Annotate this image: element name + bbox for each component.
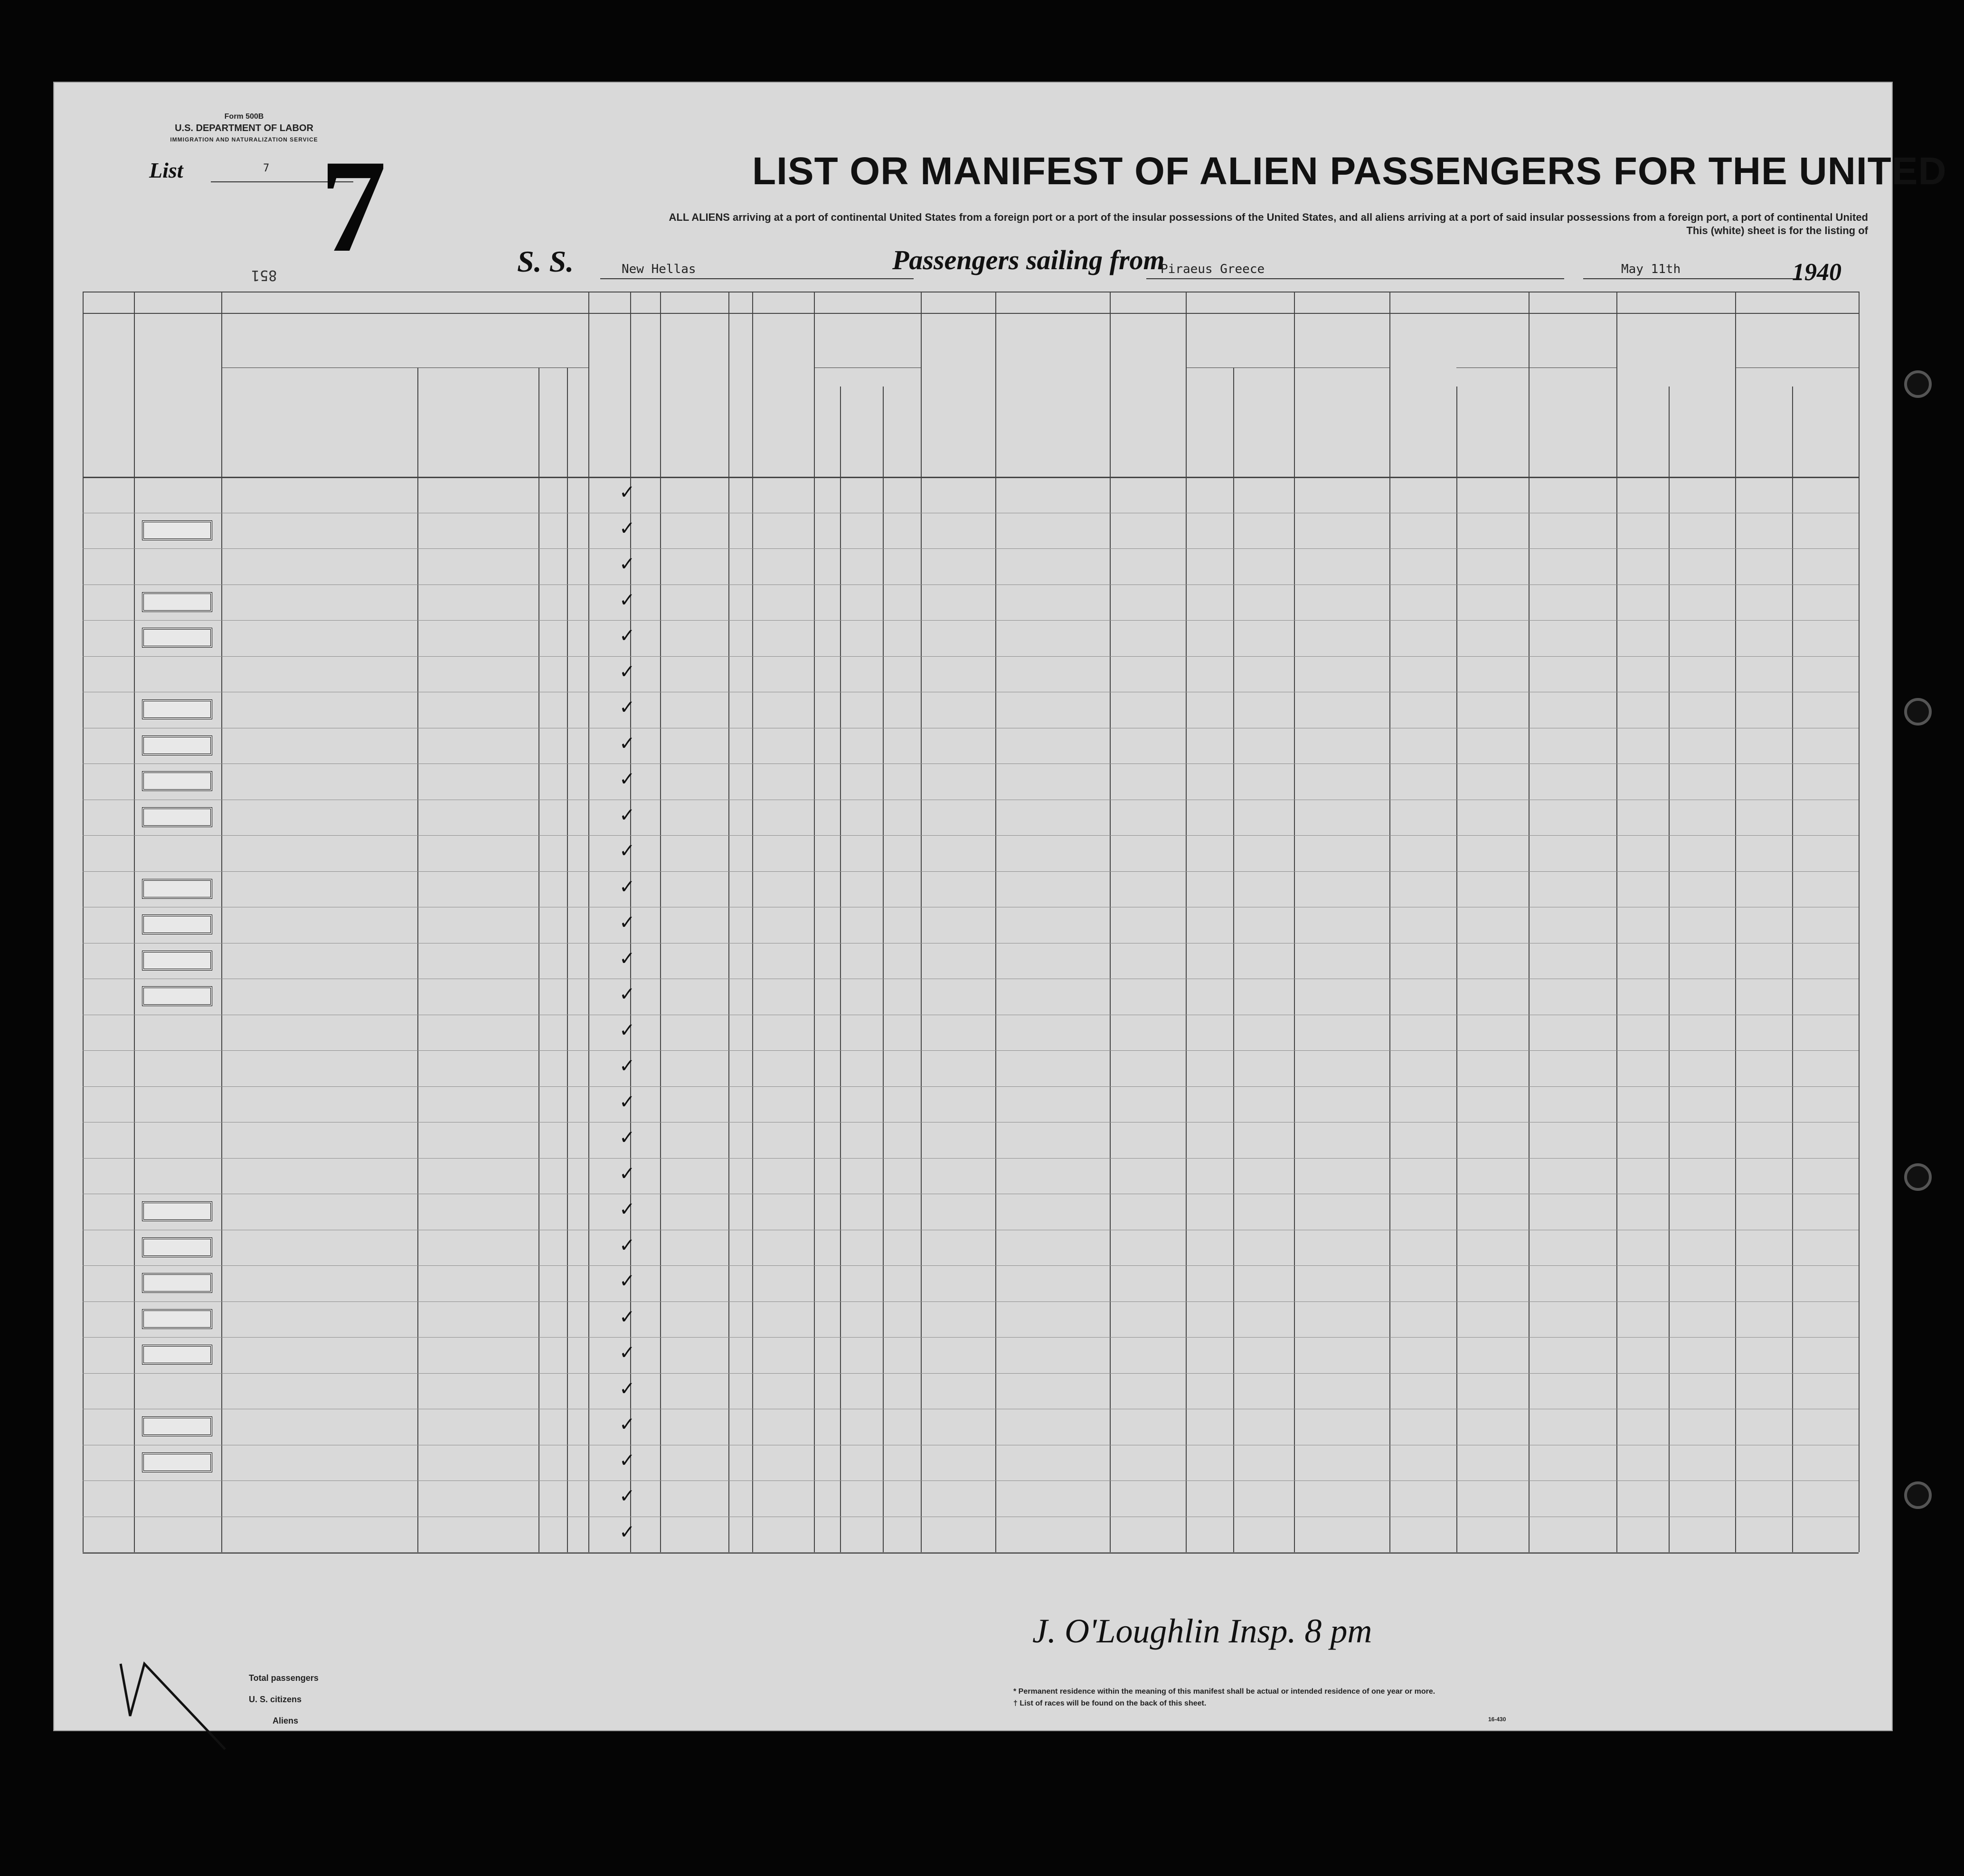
- check-mark: ✓: [619, 1342, 635, 1363]
- column-rule: [995, 292, 996, 1552]
- check-mark: ✓: [619, 840, 635, 861]
- sub-column-rule: [883, 387, 884, 1552]
- row-rule: [83, 548, 1859, 549]
- us-citizens-label: U. S. citizens: [249, 1695, 302, 1704]
- check-mark: ✓: [619, 769, 635, 790]
- check-mark: ✓: [619, 876, 635, 897]
- column-rule: [752, 292, 753, 1552]
- us-citizen-stamp: [142, 735, 212, 755]
- us-citizen-stamp: [142, 1345, 212, 1365]
- check-mark: ✓: [619, 984, 635, 1005]
- row-rule: [83, 1480, 1859, 1481]
- us-citizen-stamp: [142, 807, 212, 827]
- form-info: [149, 111, 339, 145]
- column-number-rule: [83, 313, 1859, 314]
- check-mark: ✓: [619, 625, 635, 646]
- check-mark: ✓: [619, 518, 635, 539]
- header-bottom-rule: [83, 477, 1859, 478]
- us-citizen-stamp: [142, 771, 212, 791]
- check-mark: ✓: [619, 554, 635, 575]
- us-citizen-stamp: [142, 520, 212, 540]
- total-passengers-label: Total passengers: [249, 1673, 319, 1683]
- us-citizen-stamp: [142, 879, 212, 899]
- subtitle: [420, 211, 1868, 237]
- subtitle-line-2: This (white) sheet is for the listing of: [1686, 225, 1868, 236]
- check-mark: ✓: [619, 1056, 635, 1076]
- list-number-stamp: 7: [320, 132, 387, 280]
- sub-column-rule: [1233, 368, 1234, 1552]
- service-name: IMMIGRATION AND NATURALIZATION SERVICE: [170, 136, 318, 143]
- column-rule: [728, 292, 729, 1552]
- department-name: U.S. DEPARTMENT OF LABOR: [175, 123, 313, 133]
- check-mark: ✓: [619, 1091, 635, 1112]
- check-mark: ✓: [619, 1127, 635, 1148]
- check-mark: ✓: [619, 589, 635, 611]
- sub-column-rule: [538, 368, 539, 1552]
- us-citizen-stamp: [142, 1416, 212, 1436]
- column-rule: [221, 292, 222, 1552]
- margin-check-mark: [111, 1645, 235, 1759]
- check-mark: ✓: [619, 1019, 635, 1041]
- check-mark: ✓: [619, 804, 635, 826]
- port-underline: [1146, 278, 1564, 279]
- column-rule: [1735, 292, 1736, 1552]
- check-mark: ✓: [619, 1235, 635, 1256]
- check-mark: ✓: [619, 1450, 635, 1471]
- check-mark: ✓: [619, 661, 635, 682]
- us-citizen-stamp: [142, 628, 212, 648]
- check-mark: ✓: [619, 912, 635, 933]
- column-rule: [83, 292, 84, 1552]
- row-rule: [83, 835, 1859, 836]
- sub-column-rule: [567, 368, 568, 1552]
- us-citizen-stamp: [142, 1452, 212, 1472]
- margin-note: 851: [251, 267, 277, 283]
- check-mark: ✓: [619, 1414, 635, 1435]
- sub-column-rule: [1456, 387, 1457, 1552]
- us-citizen-stamp: [142, 1309, 212, 1329]
- row-rule: [83, 871, 1859, 872]
- row-rule: [83, 1050, 1859, 1051]
- us-citizen-stamp: [142, 1273, 212, 1293]
- column-rule: [814, 292, 815, 1552]
- column-rule: [1294, 292, 1295, 1552]
- row-rule: [83, 584, 1859, 585]
- ship-name: New Hellas: [622, 262, 696, 276]
- date-underline: [1583, 278, 1802, 279]
- check-mark: ✓: [619, 1199, 635, 1220]
- departure-port: Piraeus Greece: [1161, 262, 1265, 276]
- column-rule: [1616, 292, 1617, 1552]
- us-citizen-stamp: [142, 1237, 212, 1257]
- row-rule: [83, 1265, 1859, 1266]
- subtitle-line-1: ALL ALIENS arriving at a port of continental United States from a foreign port or a port of the insular possessions of the United States, and all aliens arriving at a port of said insular possessions from a foreign port, a port of continental United: [669, 211, 1868, 223]
- row-rule: [83, 1301, 1859, 1302]
- footnote-residence: * Permanent residence within the meaning of this manifest shall be actual or intended residence of one year or more.: [1013, 1687, 1435, 1696]
- us-citizen-stamp: [142, 951, 212, 971]
- row-rule: [83, 1086, 1859, 1087]
- column-rule: [660, 292, 661, 1552]
- manifest-sheet: [53, 82, 1947, 1731]
- check-mark: ✓: [619, 482, 635, 503]
- row-rule: [83, 1373, 1859, 1374]
- punch-hole: [1904, 698, 1932, 726]
- row-rule: [83, 1552, 1859, 1553]
- sub-column-rule: [840, 387, 841, 1552]
- row-rule: [83, 656, 1859, 657]
- footer-code: 16-430: [1488, 1716, 1506, 1723]
- check-mark: ✓: [619, 1306, 635, 1328]
- sailing-label: Passengers sailing from: [892, 245, 1165, 275]
- footnote-races: † List of races will be found on the back of this sheet.: [1013, 1699, 1207, 1707]
- check-mark: ✓: [619, 733, 635, 754]
- punch-hole: [1904, 1163, 1932, 1191]
- check-mark: ✓: [619, 948, 635, 969]
- column-rule: [921, 292, 922, 1552]
- ship-underline: [600, 278, 914, 279]
- list-number-small: 7: [263, 162, 270, 174]
- us-citizen-stamp: [142, 699, 212, 719]
- us-citizen-stamp: [142, 986, 212, 1006]
- check-mark: ✓: [619, 1163, 635, 1184]
- column-rule: [588, 292, 589, 1552]
- column-rule: [1389, 292, 1390, 1552]
- check-mark: ✓: [619, 1486, 635, 1507]
- sub-column-rule: [417, 368, 418, 1552]
- sailing-date: May 11th: [1621, 262, 1681, 276]
- column-rule: [1110, 292, 1111, 1552]
- column-rule: [1859, 292, 1860, 1552]
- aliens-label: Aliens: [273, 1716, 299, 1725]
- check-mark: ✓: [619, 1271, 635, 1292]
- punch-hole: [1904, 370, 1932, 398]
- form-number: Form 500B: [224, 113, 264, 121]
- ss-label: S. S.: [517, 245, 574, 278]
- check-mark: ✓: [619, 697, 635, 718]
- check-mark: ✓: [619, 1378, 635, 1399]
- punch-hole: [1904, 1481, 1932, 1509]
- us-citizen-stamp: [142, 592, 212, 612]
- column-rule: [1529, 292, 1530, 1552]
- list-label: List: [149, 158, 183, 182]
- column-rule: [134, 292, 135, 1552]
- us-citizen-stamp: [142, 914, 212, 934]
- inspector-signature: J. O'Loughlin Insp. 8 pm: [1032, 1612, 1372, 1650]
- column-rule: [1186, 292, 1187, 1552]
- sub-column-rule: [1669, 387, 1670, 1552]
- row-rule: [83, 620, 1859, 621]
- row-rule: [83, 1158, 1859, 1159]
- sailing-year: 1940: [1792, 259, 1841, 286]
- us-citizen-stamp: [142, 1201, 212, 1221]
- check-mark: ✓: [619, 1521, 635, 1543]
- sub-column-rule: [1792, 387, 1793, 1552]
- row-rule: [83, 1337, 1859, 1338]
- page-title: LIST OR MANIFEST OF ALIEN PASSENGERS FOR THE UNITED: [752, 150, 1947, 193]
